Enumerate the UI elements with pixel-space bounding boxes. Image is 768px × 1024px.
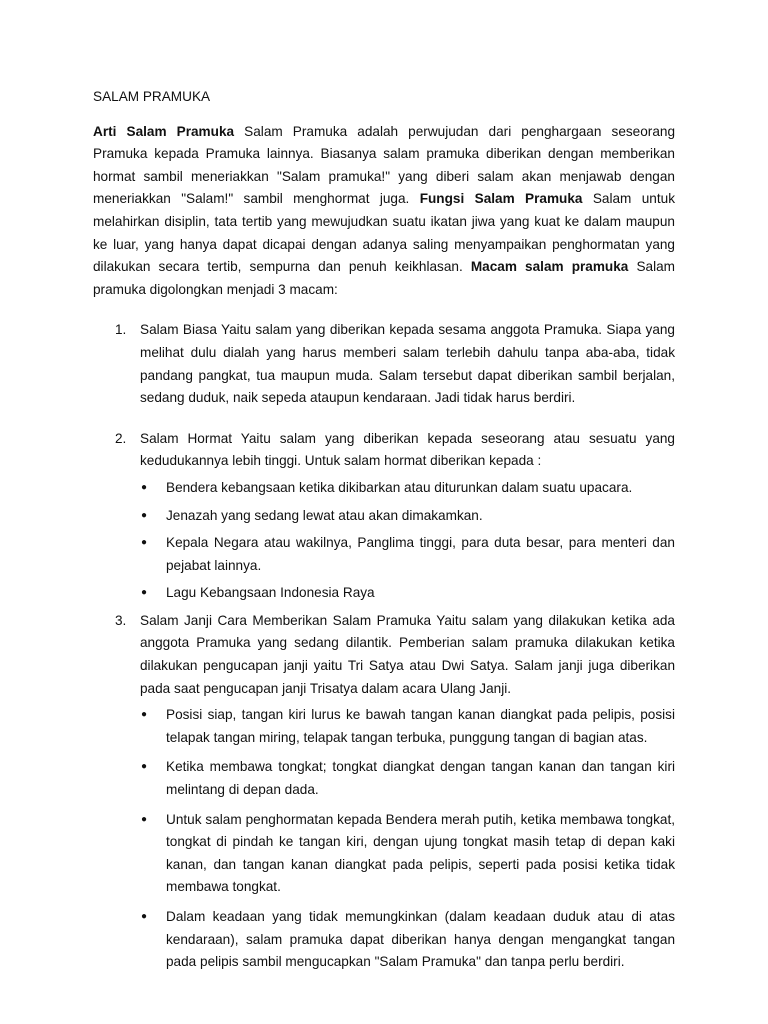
document-body xyxy=(93,86,675,981)
bullet-item xyxy=(140,809,675,899)
intro-text-macam: Salam pramuka digolongkan menjadi 3 macam: xyxy=(93,259,675,297)
list-item-salam-hormat xyxy=(93,428,675,605)
heading-fungsi: Fungsi Salam Pramuka xyxy=(419,191,583,207)
salam-types-list xyxy=(93,319,675,973)
heading-arti: Arti Salam Pramuka xyxy=(93,123,235,139)
bullet-text: Ketika membawa tongkat; tongkat diangkat dengan tangan kanan dan tangan kiri melintang di depan dada. xyxy=(166,759,675,798)
bullet-text: Lagu Kebangsaan Indonesia Raya xyxy=(166,585,375,601)
list-item-salam-janji xyxy=(93,610,675,974)
bullet-text: Posisi siap, tangan kiri lurus ke bawah tangan kanan diangkat pada pelipis, posisi telapak tangan miring, telapak tangan terbuka, punggung tangan di bagian atas. xyxy=(166,707,675,745)
salam-hormat-bullets xyxy=(140,477,675,605)
list-number: 1. xyxy=(115,322,127,338)
intro-text-fungsi: Salam untuk melahirkan disiplin, tata tertib yang mewujudkan suatu ikatan jiwa yang kuat ke dalam maupun ke luar, yang hanya dapat dicapai dengan adanya saling menyampaikan penghormatan yang dilakukan secara tertib, sempurna dan penuh keikhlasan. xyxy=(93,191,675,275)
heading-macam: Macam salam pramuka xyxy=(470,259,629,275)
intro-paragraph xyxy=(93,121,675,302)
list-number: 3. xyxy=(115,612,127,628)
bullet-icon: ● xyxy=(141,537,148,549)
bullet-item xyxy=(140,756,675,801)
list-item-text: Salam Biasa Yaitu salam yang diberikan kepada sesama anggota Pramuka. Siapa yang melihat dulu dialah yang harus memberi salam terlebih dahulu tanpa aba-aba, tidak pandang pangkat, tua maupun muda. Salam tersebut dapat diberikan sambil berjalan, sedang duduk, naik sepeda ataupun kendaraan. Jadi tidak harus berdiri. xyxy=(140,322,675,406)
bullet-icon: ● xyxy=(141,761,148,773)
bullet-item xyxy=(140,505,675,528)
bullet-item xyxy=(140,582,675,605)
list-item-text: Salam Hormat Yaitu salam yang diberikan kepada seseorang atau sesuatu yang kedudukannya lebih tinggi. Untuk salam hormat diberikan kepada : xyxy=(140,430,675,469)
bullet-item xyxy=(140,532,675,577)
bullet-icon: ● xyxy=(141,481,148,493)
bullet-icon: ● xyxy=(141,587,148,599)
bullet-text: Untuk salam penghormatan kepada Bendera merah putih, ketika membawa tongkat, tongkat di pindah ke tangan kiri, dengan ujung tongkat masih tetap di depan kaki kanan, dan tangan kanan diangkat pada pelipis, seperti pada posisi ketika tidak membawa tongkat. xyxy=(166,811,675,895)
bullet-item xyxy=(140,906,675,974)
salam-janji-bullets xyxy=(140,704,675,974)
intro-text-arti: Salam Pramuka adalah perwujudan dari penghargaan seseorang Pramuka kepada Pramuka lainnya. Biasanya salam pramuka diberikan dengan memberikan hormat sambil meneriakkan "Salam pramuka!" yang diberi salam akan menjawab dengan meneriakkan "Salam!" sambil menghormat juga. xyxy=(93,123,676,207)
bullet-text: Bendera kebangsaan ketika dikibarkan atau diturunkan dalam suatu upacara. xyxy=(166,479,633,495)
bullet-text: Dalam keadaan yang tidak memungkinkan (dalam keadaan duduk atau di atas kendaraan), salam pramuka dapat diberikan hanya dengan mengangkat tangan pada pelipis sambil mengucapkan "Salam Pramuka" dan tanpa perlu berdiri. xyxy=(166,909,675,970)
list-item-text: Salam Janji Cara Memberikan Salam Pramuka Yaitu salam yang dilakukan ketika ada anggota Pramuka yang sedang dilantik. Pemberian salam pramuka dilakukan ketika dilakukan pengucapan janji yaitu Tri Satya atau Dwi Satya. Salam janji juga diberikan pada saat pengucapan janji Trisatya dalam acara Ulang Janji. xyxy=(140,612,675,696)
bullet-icon: ● xyxy=(141,911,148,922)
bullet-icon: ● xyxy=(141,813,148,825)
bullet-item xyxy=(140,704,675,749)
list-number: 2. xyxy=(115,430,127,446)
bullet-item xyxy=(140,477,675,500)
bullet-text: Kepala Negara atau wakilnya, Panglima tinggi, para duta besar, para menteri dan pejabat lainnya. xyxy=(166,535,675,573)
list-item-salam-biasa xyxy=(93,319,675,409)
bullet-icon: ● xyxy=(141,709,148,721)
document-title: SALAM PRAMUKA xyxy=(93,89,211,104)
bullet-icon: ● xyxy=(141,509,148,521)
bullet-text: Jenazah yang sedang lewat atau akan dimakamkan. xyxy=(166,507,483,523)
